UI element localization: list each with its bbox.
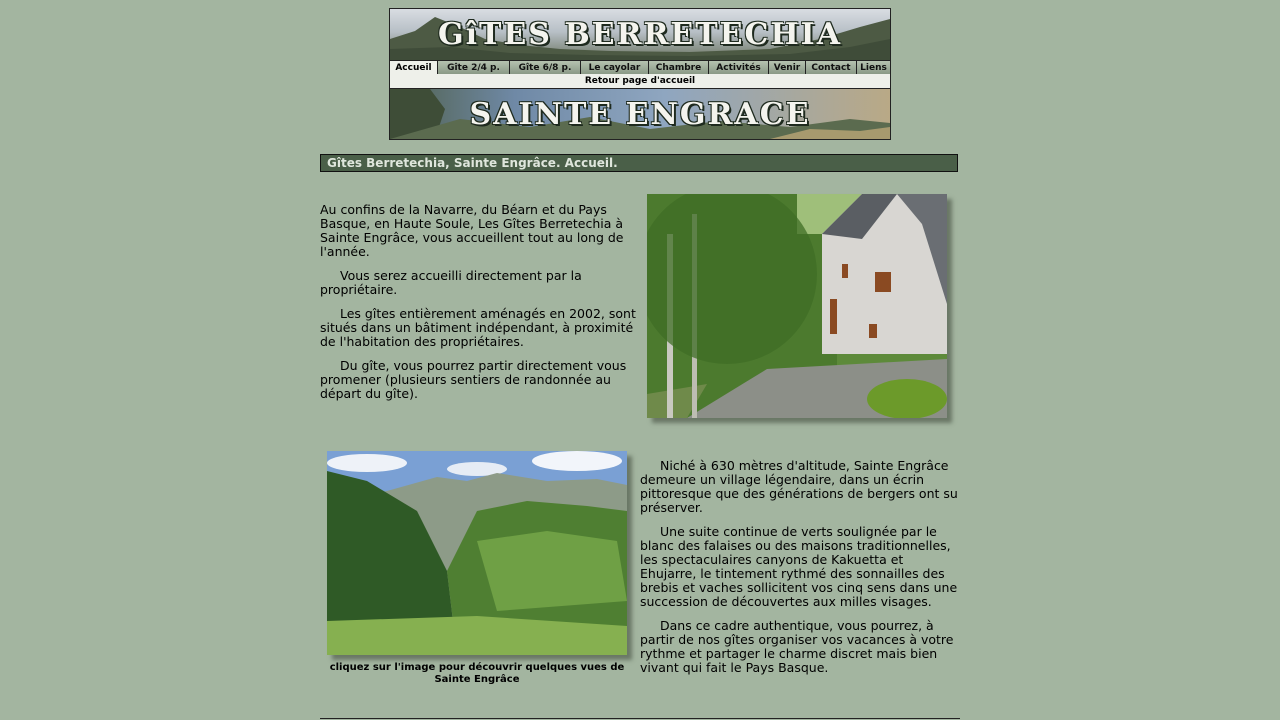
village-paragraph-2: Une suite continue de verts soulignée par le blanc des falaises ou des maisons traditionnelles, les spectaculaires canyons de Kakuetta et Ehujarre, le tintement rythmé des sonnailles des brebis et vaches sollicitent vos cinq sens dans une succession de découvertes aux milles visages. [640, 524, 958, 609]
nav-chambre[interactable]: Chambre [649, 61, 709, 74]
site-title: GîTES BERRETECHIA [438, 17, 842, 52]
village-paragraph-1: Niché à 630 mètres d'altitude, Sainte Engrâce demeure un village légendaire, dans un écrin pittoresque que des générations de bergers ont su préserver. [640, 458, 958, 515]
bottom-divider [320, 718, 960, 719]
village-text [640, 459, 960, 685]
nav-liens[interactable]: Liens [857, 61, 890, 74]
banner-subtitle-image [390, 89, 890, 139]
valley-photo-link[interactable] [327, 451, 627, 655]
nav-gite-6-8[interactable]: Gîte 6/8 p. [510, 61, 581, 74]
intro-text [320, 203, 645, 411]
intro-paragraph-1: Au confins de la Navarre, du Béarn et du Pays Basque, en Haute Soule, Les Gîtes Berretechia à Sainte Engrâce, vous accueillent tout au long de l'année. [320, 202, 624, 259]
home-link[interactable]: Retour page d'accueil [390, 74, 890, 89]
banner-title-image [390, 9, 890, 60]
intro-paragraph-2: Vous serez accueilli directement par la propriétaire. [320, 268, 582, 297]
village-paragraph-3: Dans ce cadre authentique, vous pourrez, à partir de nos gîtes organiser vos vacances à votre rythme et partager le charme discret mais bien vivant qui fait le Pays Basque. [640, 618, 954, 675]
header-banner [389, 8, 891, 140]
nav-accueil[interactable]: Accueil [390, 61, 438, 74]
house-icon [647, 194, 947, 418]
nav-activites[interactable]: Activités [709, 61, 769, 74]
photo-caption: cliquez sur l'image pour découvrir quelques vues de Sainte Engrâce [329, 662, 625, 685]
nav-contact[interactable]: Contact [806, 61, 857, 74]
intro-paragraph-4: Du gîte, vous pourrez partir directement vous promener (plusieurs sentiers de randonnée au départ du gîte). [320, 358, 627, 401]
valley-landscape-icon [327, 451, 627, 655]
site-subtitle: SAINTE ENGRACE [469, 96, 811, 132]
nav-gite-2-4[interactable]: Gîte 2/4 p. [438, 61, 510, 74]
gite-building-photo [647, 194, 947, 418]
nav-venir[interactable]: Venir [769, 61, 806, 74]
nav-le-cayolar[interactable]: Le cayolar [581, 61, 649, 74]
main-nav [390, 60, 890, 75]
page-title: Gîtes Berretechia, Sainte Engrâce. Accueil. [320, 154, 958, 172]
intro-paragraph-3: Les gîtes entièrement aménagés en 2002, sont situés dans un bâtiment indépendant, à proximité de l'habitation des propriétaires. [320, 306, 636, 349]
